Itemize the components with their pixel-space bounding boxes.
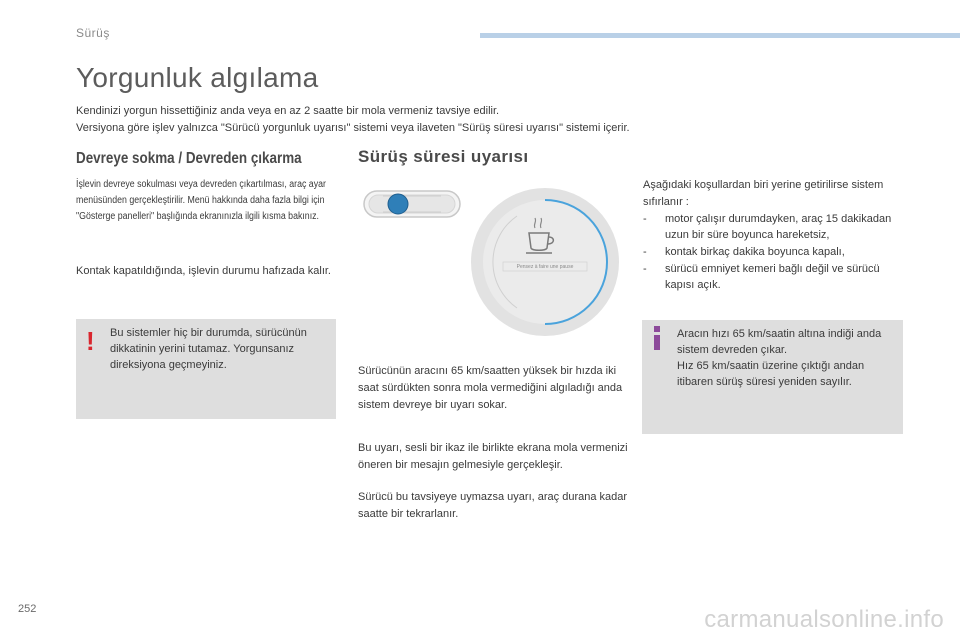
illustration-message: Pensez à faire une pause	[516, 264, 574, 270]
list-dash: -	[643, 263, 647, 275]
section-label: Sürüş	[76, 26, 110, 40]
activation-paragraph: İşlevin devreye sokulması veya devreden çıkartılması, araç ayar menüsünden gerçekleştirilir. Menü hakkında daha fazla bilgi için "Gösterge panelleri" başlığında ekranınızla ilgili kısma bakınız.	[76, 179, 326, 222]
warning-text: Bu sistemler hiç bir durumda, sürücünün dikkatinin yerini tutamaz. Yorgunsanız direksiyona geçmeyiniz.	[110, 327, 307, 371]
watermark: carmanualsonline.info	[704, 606, 944, 633]
section-title-activation: Devreye sokma / Devreden çıkarma	[76, 150, 302, 167]
instrument-panel-illustration	[363, 187, 461, 221]
list-item	[643, 211, 903, 243]
alert-repeat-paragraph: Sürücü bu tavsiyeye uymazsa uyarı, araç durana kadar saatte bir tekrarlanır.	[358, 491, 628, 520]
section-title-driving-time: Sürüş süresi uyarısı	[358, 147, 529, 166]
intro-text	[76, 103, 936, 137]
info-icon	[652, 326, 662, 350]
list-item-text: kontak birkaç dakika boyunca kapalı,	[665, 246, 845, 258]
intro-line-1: Kendinizi yorgun hissettiğiniz anda veya en az 2 saatte bir mola vermeniz tavsiye edilir.	[76, 105, 500, 117]
info-line-1: Aracın hızı 65 km/saatin altına indiği anda sistem devreden çıkar.	[677, 328, 882, 356]
info-box	[642, 320, 903, 434]
info-text	[677, 326, 897, 390]
reset-conditions-list	[643, 211, 903, 294]
list-dash: -	[643, 213, 647, 225]
warning-box	[76, 319, 336, 419]
memory-paragraph: Kontak kapatıldığında, işlevin durumu hafızada kalır.	[76, 265, 331, 277]
header-bar	[480, 33, 960, 38]
coffee-alert-display	[469, 186, 621, 338]
list-item	[643, 261, 903, 293]
list-item-text: sürücü emniyet kemeri bağlı değil ve sürücü kapısı açık.	[665, 263, 880, 291]
intro-line-2: Versiyona göre işlev yalnızca "Sürücü yorgunluk uyarısı" sistemi veya ilaveten "Sürüş süresi uyarısı" sistemi içerir.	[76, 122, 630, 134]
list-dash: -	[643, 246, 647, 258]
alert-message-paragraph: Bu uyarı, sesli bir ikaz ile birlikte ekrana mola vermenizi öneren bir mesajın gelmesiyle gerçekleşir.	[358, 442, 628, 471]
exclamation-icon: !	[86, 326, 95, 356]
page-title: Yorgunluk algılama	[76, 62, 319, 93]
info-line-2: Hız 65 km/saatin üzerine çıktığı andan itibaren sürüş süresi yeniden sayılır.	[677, 360, 865, 388]
alert-trigger-paragraph: Sürücünün aracını 65 km/saatten yüksek bir hızda iki saat sürdükten sonra mola vermediğini algıladığı anda sistem devreye bir uyarı sokar.	[358, 365, 623, 411]
list-item	[643, 244, 903, 260]
reset-conditions-intro: Aşağıdaki koşullardan biri yerine getirilirse sistem sıfırlanır :	[643, 179, 884, 208]
page-number: 252	[18, 603, 37, 615]
list-item-text: motor çalışır durumdayken, araç 15 dakikadan uzun bir süre boyunca hareketsiz,	[665, 213, 892, 241]
